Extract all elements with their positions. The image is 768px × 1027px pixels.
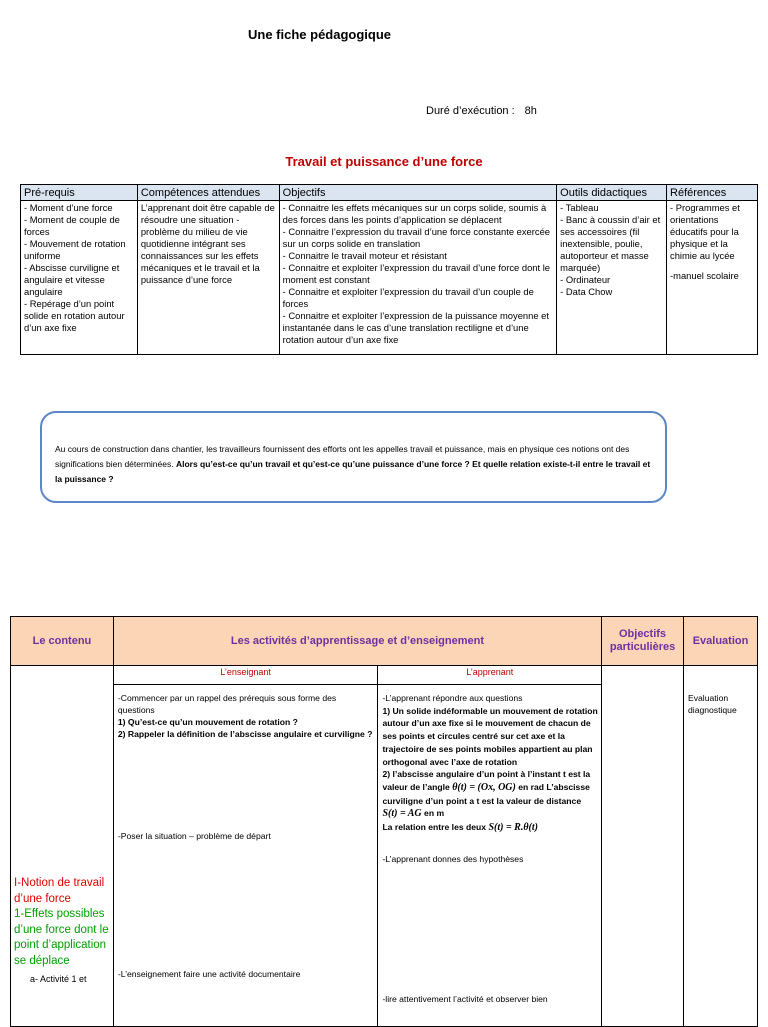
enseignant-cell: [113, 685, 378, 1027]
duration-label: Duré d’exécution :: [426, 105, 515, 117]
objectifs-particulieres-cell: [602, 666, 684, 1027]
objectif-item: - Connaitre les effets mécaniques sur un corps solide, soumis à des forces dans les points d’application se déplacent: [282, 202, 547, 225]
outil-item: - Tableau: [560, 202, 599, 213]
header-objectifs-particulieres: Objectifs particulières: [602, 617, 684, 666]
apprenant-lire: -lire attentivement l’activité et observer bien: [382, 994, 548, 1005]
objectif-item: - Connaitre et exploiter l’expression du travail d’une force dont le moment est constant: [282, 262, 551, 285]
role-apprenant: L’apprenant: [378, 666, 602, 685]
outil-item: - Data Chow: [560, 286, 613, 297]
prerequis-item: - Repérage d’un point solide en rotation autour d’un axe fixe: [24, 298, 125, 333]
outils-cell: [557, 201, 667, 355]
lesson-title: Travail et puissance d’une force: [285, 154, 483, 169]
header-competences: Compétences attendues: [137, 185, 279, 201]
reference-item: -manuel scolaire: [670, 270, 739, 281]
objectif-item: - Connaitre l’expression du travail d’une force constante exercée sur un corps solide en translation: [282, 226, 551, 249]
duration-value: 8h: [524, 105, 537, 117]
contenu-cell: [11, 666, 114, 1027]
effets-heading: 1-Effets possibles d’une force dont le point d’application se déplace: [14, 908, 109, 967]
competences-cell: L’apprenant doit être capable de résoudre une situation - problème du milieu de vie quotidienne intégrant ses connaissances sur les effets mécaniques et le travail et la puissance d’une force: [137, 201, 279, 355]
apprenant-answer-2: [382, 768, 598, 835]
unit-rad: en rad: [518, 781, 545, 792]
prerequis-item: - Abscisse curviligne et angulaire et vitesse angulaire: [24, 262, 120, 297]
objectif-item: - Connaitre et exploiter l’expression du travail d’un couple de forces: [282, 286, 534, 309]
apprenant-intro: -L’apprenant répondre aux questions: [382, 693, 523, 703]
enseignant-intro: -Commencer par un rappel des prérequis sous forme des questions: [117, 693, 337, 715]
outil-item: - Banc à coussin d’air et ses accessoires (fil inextensible, poulie, autoporteur et masse marquée): [560, 214, 661, 273]
header-outils: Outils didactiques: [557, 185, 667, 201]
overview-table: [20, 184, 758, 355]
enseignant-situation: -Poser la situation – problème de départ: [117, 831, 271, 841]
activities-table: [10, 616, 758, 1027]
enseignant-question-1: 1) Qu’est-ce qu’un mouvement de rotation ?: [117, 717, 298, 727]
prerequis-item: - Moment d’une force: [24, 202, 113, 213]
activite-label: a- Activité 1 et: [30, 974, 87, 984]
objectif-item: - Connaitre le travail moteur et résistant: [282, 250, 447, 261]
objectifs-cell: [279, 201, 556, 355]
apprenant-answer-1: 1) Un solide indéformable un mouvement de rotation autour d’un axe fixe si le mouvement de chacun de ses points et circules centré sur cet axe et la trajectoire de ses points mobiles appartient au plan orthogonal avec l’axe de rotation: [382, 705, 598, 767]
prerequis-item: - Moment de couple de forces: [24, 214, 120, 237]
reference-item: - Programmes et orientations éducatifs pour la physique et la chimie au lycée: [670, 202, 740, 261]
answer-text: 2) l’abscisse angulaire d’un point à l’instant t est la valeur de l’angle: [382, 769, 591, 792]
prerequis-cell: [21, 201, 138, 355]
formula-relation: S(t) = R.θ(t): [488, 822, 538, 834]
outil-item: - Ordinateur: [560, 274, 611, 285]
header-prerequis: Pré-requis: [21, 185, 138, 201]
header-objectifs: Objectifs: [279, 185, 556, 201]
answer-text: L’abscisse curviligne d’un point a t est la valeur de distance: [382, 781, 590, 806]
unit-m: en m: [424, 808, 445, 819]
enseignant-question-2: 2) Rappeler la définition de l’abscisse angulaire et curviligne ?: [117, 729, 373, 739]
apprenant-cell: [378, 685, 602, 1027]
prerequis-item: - Mouvement de rotation uniforme: [24, 238, 126, 261]
header-evaluation: Evaluation: [684, 617, 758, 666]
situation-text: Au cours de construction dans chantier, les travailleurs fournissent des efforts ont les appelles travail et puissance, mais en physique ces notions ont des significations bien déterminées.: [55, 444, 630, 469]
duration: [426, 105, 537, 117]
header-contenu: Le contenu: [11, 617, 114, 666]
situation-question: Alors qu’est-ce qu’un travail et qu’est-ce qu’une puissance d’une force ? Et quelle relation existe-t-il entre le travail et la puissance ?: [55, 459, 651, 484]
references-cell: [667, 201, 758, 355]
notion-heading: I-Notion de travail d’une force: [14, 877, 105, 905]
header-references: Références: [667, 185, 758, 201]
enseignant-activite: -L’enseignement faire une activité documentaire: [117, 969, 301, 979]
formula-s: S(t) = AG: [382, 808, 422, 820]
role-enseignant: L’enseignant: [113, 666, 378, 685]
apprenant-hypotheses: -L’apprenant donnes des hypothèses: [382, 853, 524, 864]
header-activites: Les activités d’apprentissage et d’enseignement: [113, 617, 601, 666]
objectif-item: - Connaitre et exploiter l’expression de la puissance moyenne et instantanée dans le cas d’une translation rectiligne et d’une rotation autour d’un axe fixe: [282, 310, 549, 345]
formula-theta: θ(t) = (Ox, OG): [452, 781, 516, 793]
document-title: Une fiche pédagogique: [248, 27, 392, 42]
answer-text: La relation entre les deux: [382, 822, 487, 833]
evaluation-cell: Evaluation diagnostique: [684, 666, 758, 1027]
situation-problem-box: [40, 411, 667, 503]
